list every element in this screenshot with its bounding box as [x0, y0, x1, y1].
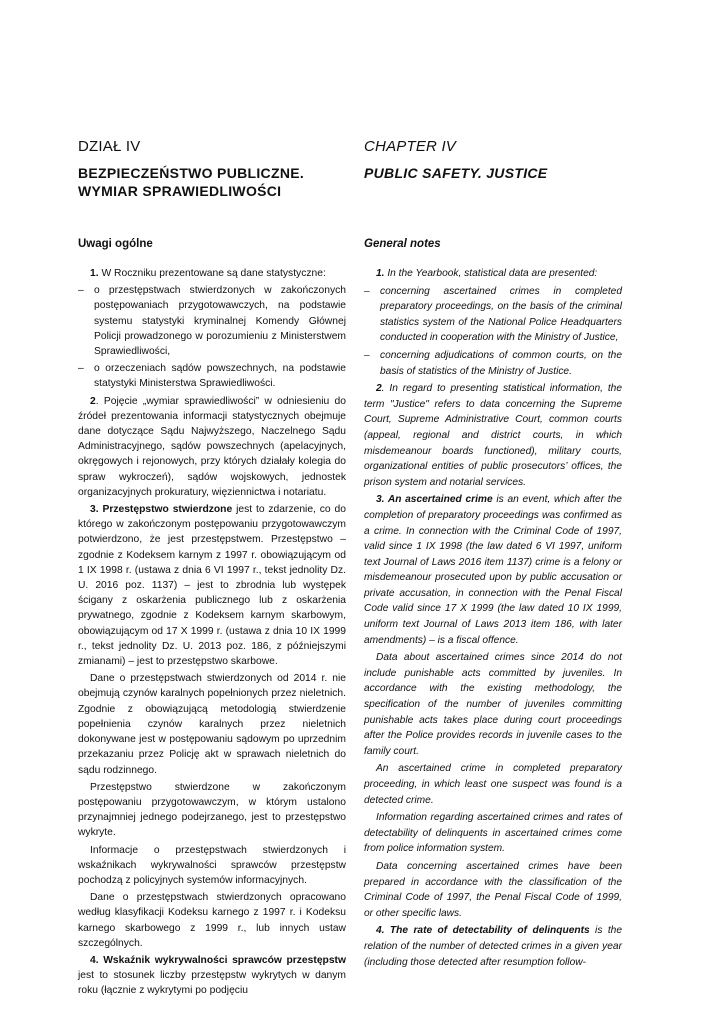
term-definition: 4. The rate of detectability of delinquents: [376, 925, 590, 937]
paragraph-2-en: [364, 381, 622, 490]
dash-marker: –: [78, 285, 84, 297]
section-title-pl: [78, 164, 304, 200]
paragraph-text: . In regard to presenting statistical information, the term "Justice" refers to data concerning the Supreme Court, Supreme Administrative Court, common courts (appeal, regional and district courts, in which misdemeanour boards functioned), military courts, organizational entities of public prosecutors’ offices, the prison system and notarial services.: [364, 383, 622, 488]
paragraph: Data about ascertained crimes since 2014 do not include punishable acts committed by juveniles. In accordance with the existing methodology, the specification of the number of juveniles committing punishable acts takes place during court proceedings after the Police provides records in juvenile cases to the family court.: [364, 652, 622, 757]
paragraph-3-en: [364, 492, 622, 648]
list-item: [364, 348, 622, 379]
paragraph: Dane o przestępstwach stwierdzonych opracowano według klasyfikacji Kodeksu karnego z 1997 r. i Kodeksu karnego skarbowego z 1999 r., lub innych ustaw szczególnych.: [78, 892, 346, 949]
paragraph: Dane o przestępstwach stwierdzonych od 2014 r. nie obejmują czynów karalnych popełnionych przez nieletnich. Zgodnie z obowiązującą metodologią stwierdzenie popełnienia czynów karalnych przez nieletnich dokonywane jest w postępowaniu sądowym po uprzednim przekazaniu przez Policję akt w sprawach nieletnich do sądu rodzinnego.: [78, 673, 346, 776]
paragraph-text: . Pojęcie „wymiar sprawiedliwości” w odniesieniu do źródeł prezentowania informacji statystycznych obejmuje dane dotyczące Sądu Najwyższego, Naczelnego Sądu Administracyjnego, sądów powszechnych (apelacyjnych, okręgowych i rejonowych, przy których działały kolegia do spraw wykroczeń), sądów wojskowych, jednostek organizacyjnych prokuratury, więziennictwa i notariatu.: [78, 395, 346, 498]
dash-marker: –: [364, 349, 370, 361]
paragraph-number: 2: [376, 383, 382, 395]
paragraph-2-pl: [78, 394, 346, 500]
chapter-label-pl: DZIAŁ IV: [78, 138, 141, 155]
paragraph-text: jest to zdarzenie, co do którego w zakończonym postępowaniu przygotowawczym potwierdzono, że jest przestępstwem. Przestępstwo – zgodnie z Kodeksem karnym z 1997 r. obowiązującym od 1 IX 1998 r. (ustawa z dnia 6 VI 1997 r., tekst jednolity Dz. U. 2016 poz. 1137) – jest to zbrodnia lub występek ścigany z oskarżenia publicznego lub z oskarżenia prywatnego, zgodnie z Kodeksem karnym skarbowym, obowiązującym od 17 X 1999 r. (ustawa z dnia 10 IX 1999 r., tekst jednolity Dz. U. 2013 poz. 186, z późniejszymi zmianami) – jest to przestępstwo skarbowe.: [78, 504, 346, 668]
paragraph-1-en: [364, 266, 622, 282]
body-text-pl: [78, 266, 346, 1001]
list-item: [364, 284, 622, 346]
list-item: [78, 361, 346, 391]
title-line-1-pl: BEZPIECZEŃSTWO PUBLICZNE.: [78, 165, 305, 181]
list-item-text: concerning ascertained crimes in completed preparatory proceedings, on the basis of the criminal statistics system of the National Police Headquarters conducted in cooperation with the Ministry of Justice,: [380, 285, 622, 344]
paragraph-number: 1.: [90, 268, 99, 279]
paragraph-1-pl: [78, 266, 346, 281]
paragraph: Data concerning ascertained crimes have been prepared in accordance with the classification of the Criminal Code of 1997, the Penal Fiscal Code of 1999, or other specific laws.: [364, 860, 622, 919]
paragraph-4-en: [364, 923, 622, 970]
paragraph: Przestępstwo stwierdzone w zakończonym postępowaniu przygotowawczym, w którym ustalono przynajmniej jednego podejrzanego, jest to przestępstwo wykryte.: [78, 781, 346, 839]
paragraph: Information regarding ascertained crimes and rates of detectability of delinquents in ascertained crimes come from police information system.: [364, 812, 622, 855]
list-item-text: concerning adjudications of common courts, on the basis of statistics of the Ministry of Justice.: [380, 349, 622, 377]
paragraph: An ascertained crime in completed preparatory proceeding, in which least one suspect was found is a detected crime.: [364, 763, 622, 806]
term-definition: 3. An ascertained crime: [376, 494, 493, 506]
notes-heading-en: General notes: [364, 238, 441, 250]
dash-marker: –: [364, 285, 370, 297]
paragraph-text: W Roczniku prezentowane są dane statystyczne:: [98, 268, 326, 279]
term-definition: 4. Wskaźnik wykrywalności sprawców przestępstw: [90, 954, 346, 966]
notes-heading-pl: Uwagi ogólne: [78, 238, 153, 250]
paragraph: Informacje o przestępstwach stwierdzonych i wskaźnikach wykrywalności sprawców przestępstw pochodzą z policyjnych systemów informacyjnych.: [78, 844, 346, 886]
body-text-en: [364, 266, 622, 972]
title-line-2-pl: WYMIAR SPRAWIEDLIWOŚCI: [78, 183, 282, 199]
paragraph-text: In the Yearbook, statistical data are presented:: [384, 268, 598, 279]
paragraph-text: jest to stosunek liczby przestępstw wykrytych w danym roku (łącznie z wykrytymi po podjęciu: [78, 970, 346, 997]
list-item: [78, 283, 346, 359]
section-title-en: PUBLIC SAFETY. JUSTICE: [364, 165, 548, 181]
chapter-label-en: CHAPTER IV: [364, 138, 457, 155]
paragraph-text: is an event, which after the completion of preparatory proceedings was confirmed as a crime. In connection with the Criminal Code of 1997, valid since 1 IX 1998 (the law dated 6 VI 1997, uniform text Journal of Laws 2016 item 1137) crime is a felony or misdemeanour prosecuted upon by public accusation or private accusation, in connection with the Penal Fiscal Code valid since 17 X 1999 (the law dated 10 IX 1999, uniform text Journal of Laws 2013 item 186, with later amendments) – is a fiscal offence.: [364, 494, 622, 646]
dash-marker: –: [78, 363, 84, 375]
list-item-text: o przestępstwach stwierdzonych w zakończonych postępowaniach przygotowawczych, na podstawie systemu statystyki kryminalnej Komendy Głównej Policji prowadzonego w porozumieniu z Ministerstwem Sprawiedliwości,: [94, 285, 346, 358]
paragraph-number: 1.: [376, 268, 385, 279]
paragraph-4-pl: [78, 953, 346, 999]
paragraph-number: 2: [90, 395, 96, 407]
term-definition: 3. Przestępstwo stwierdzone: [90, 504, 233, 516]
paragraph-text: is the relation of the number of detected crimes in a given year (including those detected after resumption follow-: [364, 925, 622, 968]
list-item-text: o orzeczeniach sądów powszechnych, na podstawie statystyki Ministerstwa Sprawiedliwości.: [94, 363, 346, 390]
paragraph-3-pl: [78, 502, 346, 669]
